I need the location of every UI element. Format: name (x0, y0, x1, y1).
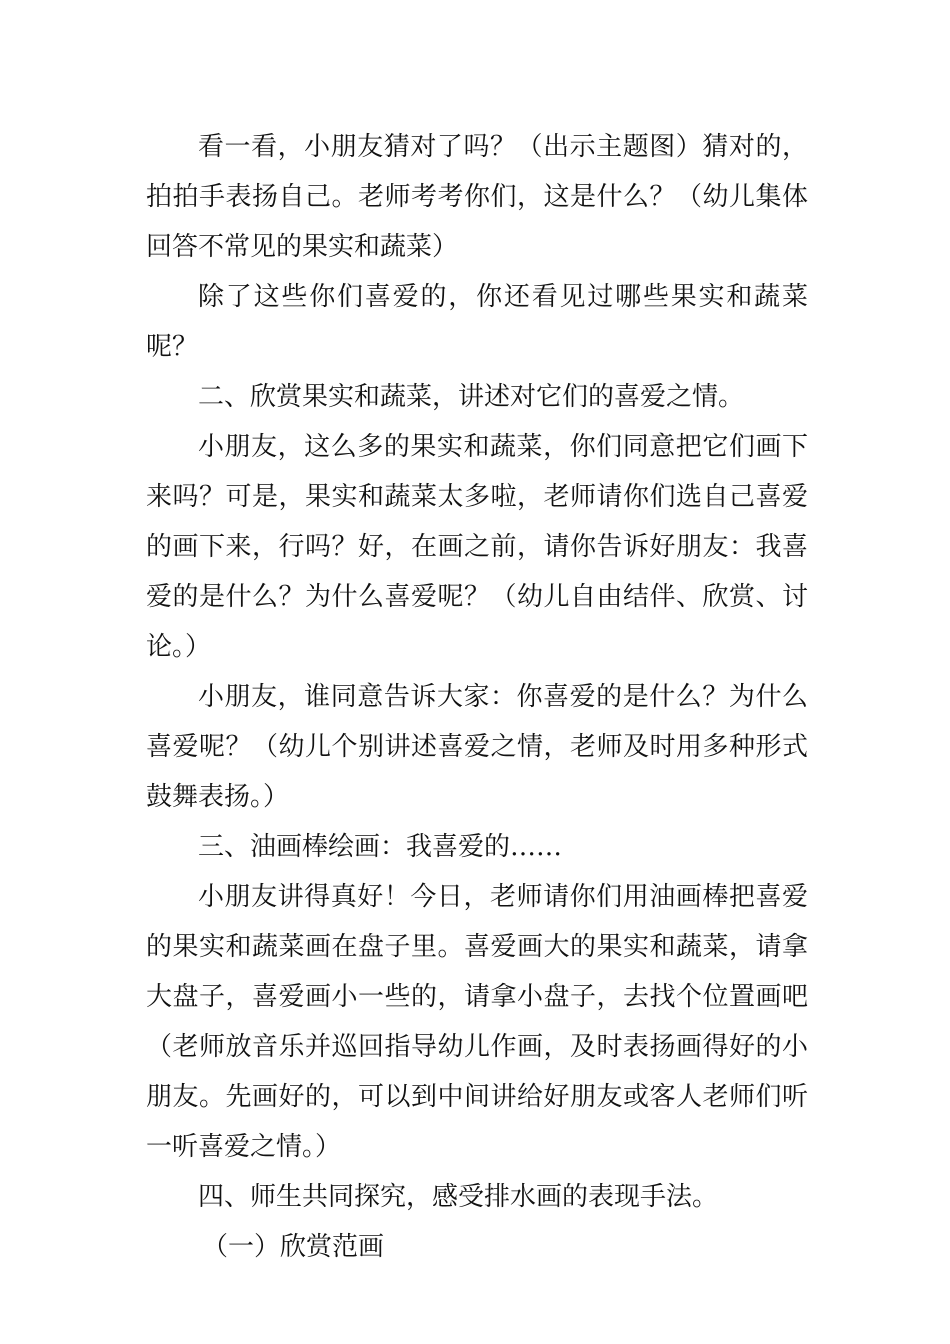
paragraph-guess-theme: 看一看，小朋友猜对了吗？（出示主题图）猜对的，拍拍手表扬自己。老师考考你们，这是什么？（幼儿集体回答不常见的果实和蔬菜） (146, 132, 808, 262)
document-body (146, 122, 808, 1272)
section-heading-3: 三、油画棒绘画：我喜爱的…… (198, 832, 563, 862)
section-heading-4: 四、师生共同探究，感受排水画的表现手法。 (198, 1182, 719, 1212)
paragraph-draw-favorite: 小朋友，这么多的果实和蔬菜，你们同意把它们画下来吗？可是，果实和蔬菜太多啦，老师请你们选自己喜爱的画下来，行吗？好，在画之前，请你告诉好朋友：我喜爱的是什么？为什么喜爱呢？（幼儿自由结伴、欣赏、讨论。） (146, 432, 808, 662)
subheading-appreciate: （一）欣赏范画 (202, 1232, 385, 1262)
paragraph-other-fruits: 除了这些你们喜爱的，你还看见过哪些果实和蔬菜呢？ (146, 282, 808, 362)
section-heading-2: 二、欣赏果实和蔬菜，讲述对它们的喜爱之情。 (198, 382, 745, 412)
paragraph-oil-pastel: 小朋友讲得真好！今日，老师请你们用油画棒把喜爱的果实和蔬菜画在盘子里。喜爱画大的果实和蔬菜，请拿大盘子，喜爱画小一些的，请拿小盘子，去找个位置画吧（老师放音乐并巡回指导幼儿作画，及时表扬画得好的小朋友。先画好的，可以到中间讲给好朋友或客人老师们听一听喜爱之情。） (146, 882, 808, 1162)
paragraph-tell-everyone: 小朋友，谁同意告诉大家：你喜爱的是什么？为什么喜爱呢？（幼儿个别讲述喜爱之情，老师及时用多种形式鼓舞表扬。） (146, 682, 808, 812)
